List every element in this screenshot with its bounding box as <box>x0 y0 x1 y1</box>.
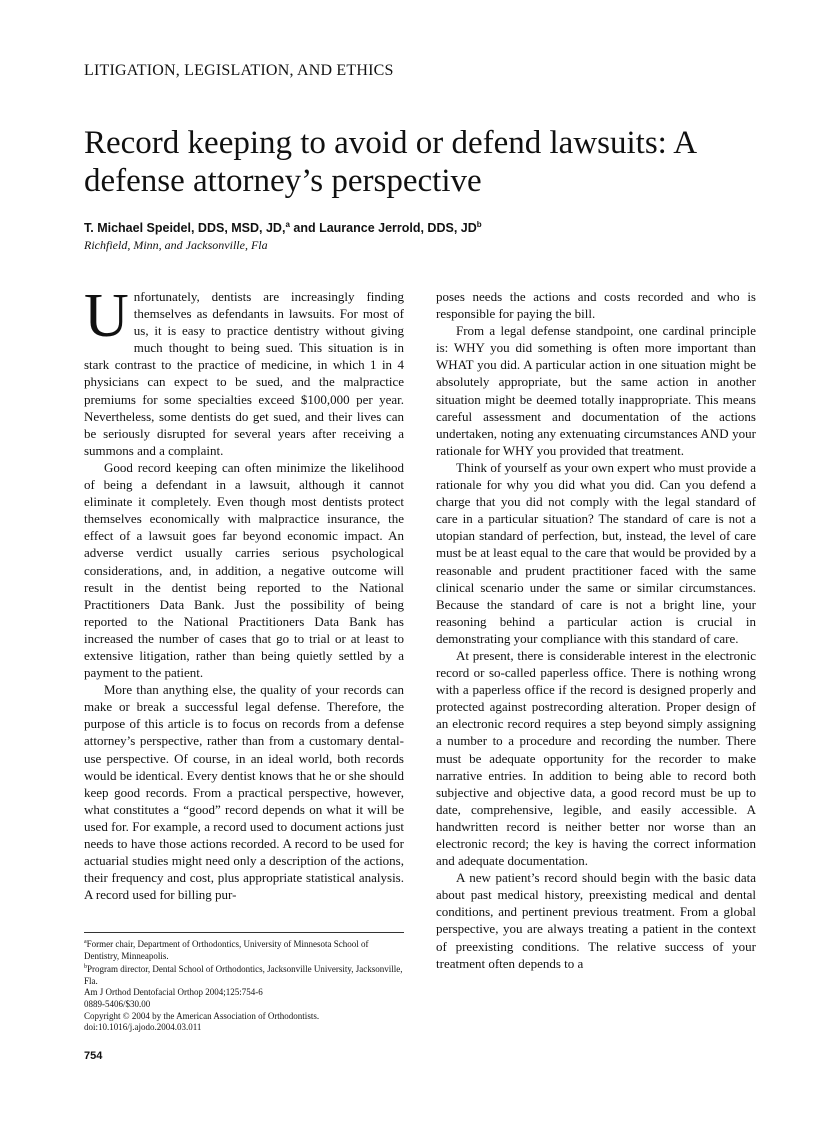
author-line <box>84 220 482 235</box>
doi: doi:10.1016/j.ajodo.2004.03.011 <box>84 1022 202 1033</box>
body-paragraph: From a legal defense standpoint, one cardinal principle is: WHY you did something is often more important than WHAT you did. A particular action in one situation might be absolutely appropriate, but the same action in another situation might be deemed totally inappropriate. This means careful assessment and documentation of the actions undertaken, noting any extenuating circumstances AND your rationale for WHY you provided that treatment. <box>436 323 756 458</box>
body-column-right <box>436 288 756 972</box>
section-heading: LITIGATION, LEGISLATION, AND ETHICS <box>84 62 394 79</box>
author-1-affil-mark: a <box>285 220 290 229</box>
copyright: Copyright © 2004 by the American Association of Orthodontists. <box>84 1010 320 1021</box>
issn: 0889-5406/$30.00 <box>84 998 151 1009</box>
drop-cap: U <box>84 282 129 350</box>
footnotes <box>84 932 404 1034</box>
author-join: and <box>289 221 320 236</box>
article-title: Record keeping to avoid or defend lawsuits: A defense attorney’s perspective <box>84 125 696 199</box>
footnote-a-text: Former chair, Department of Orthodontics, University of Minnesota School of Dentistry, Minneapolis. <box>84 939 369 961</box>
body-paragraph: A new patient’s record should begin with the basic data about past medical history, preexisting medical and dental conditions, and pertinent previous treatment. From a global perspective, you are always treating a patient in the context of preexisting conditions. The relative success of your treatment often depends to a <box>436 870 756 971</box>
page-number: 754 <box>84 1050 103 1062</box>
footnote-a <box>84 937 404 962</box>
body-paragraph: Think of yourself as your own expert who must provide a rationale for why you did what you did. Can you defend a charge that you did not comply with the legal standard of care in a particular situation? The standard of care is not a utopian standard of perfection, but, instead, the level of care must be at least equal to the care that would be provided by a reasonable and prudent practitioner faced with the same clinical scenario under the same or similar circumstances. Because the standard of care is not a bright line, your reasoning behind a particular action is crucial in demonstrating your compliance with this standard of care. <box>436 459 756 646</box>
body-paragraph: More than anything else, the quality of your records can make or break a successful legal defense. Therefore, the purpose of this article is to focus on records from a defense attorney’s perspective, rather than from a customary dental-use perspective. Of course, in an ideal world, both records would be identical. Every dentist knows that he or she should keep good records. From a practical perspective, however, what constitutes a “good” record depends on what it will be used for. For example, a record used to document actions just needs to have those actions recorded. A record to be used for actuarial studies might need only a description of the actions, their frequency and cost, plus appropriate statistical analysis. A record used for billing pur- <box>84 682 404 903</box>
footnote-a-mark: a <box>84 939 87 945</box>
author-2-affil-mark: b <box>476 220 482 229</box>
paragraph-text: nfortunately, dentists are increasingly finding themselves as defendants in lawsuits. For most of us, it is easy to practice dentistry without giving much thought to being sued. This situation is in stark contrast to the practice of medicine, in which 1 in 4 physicians can expect to be sued, and the malpractice premiums for some specialties exceed $100,000 per year. Nevertheless, some dentists do get sued, and their lives can be seriously disrupted for several years after receiving a summons and a complaint. <box>84 289 404 458</box>
body-paragraph: poses needs the actions and costs recorded and who is responsible for paying the bill. <box>436 289 756 322</box>
body-column-left <box>84 282 404 903</box>
footnote-b-text: Program director, Dental School of Orthodontics, Jacksonville University, Jacksonville, Fla. <box>84 964 403 986</box>
body-paragraph: At present, there is considerable interest in the electronic record or so-called paperless office. There is nothing wrong with a paperless office if the record is designed properly and protected against postrecording alteration. Proper design of an electronic record requires a step beyond simply assigning a number to a procedure and recording the number. There must be adequate opportunity for the recorder to make narrative entries. In addition to being able to record both subjective and objective data, a good record must be up to date, comprehensive, legible, and easily accessible. A handwritten record is neither better nor worse than an electronic record; the key is having the correct information and adequate documentation. <box>436 647 756 869</box>
author-1: T. Michael Speidel, DDS, MSD, JD, <box>84 221 286 236</box>
author-affiliation: Richfield, Minn, and Jacksonville, Fla <box>84 238 268 252</box>
body-paragraph: Good record keeping can often minimize the likelihood of being a defendant in a lawsuit, although it cannot eliminate it completely. Even though most dentists protect themselves economically with malpractice insurance, the effect of a lawsuit goes far beyond economic impact. An adverse verdict usually carries serious psychological considerations, and, in addition, a negative outcome will result in the dentist being reported to the National Practitioners Data Bank. Just the possibility of being reported to the National Practitioners Data Bank has increased the number of cases that go to trial or at least to extensive litigation, rather than being quietly settled by a payment to the patient. <box>84 459 404 681</box>
author-2: Laurance Jerrold, DDS, JD <box>319 221 477 236</box>
body-paragraph <box>84 282 404 459</box>
footnote-b-mark: b <box>84 964 87 971</box>
footnote-b <box>84 962 404 987</box>
journal-citation: Am J Orthod Dentofacial Orthop 2004;125:754-6 <box>84 987 263 998</box>
